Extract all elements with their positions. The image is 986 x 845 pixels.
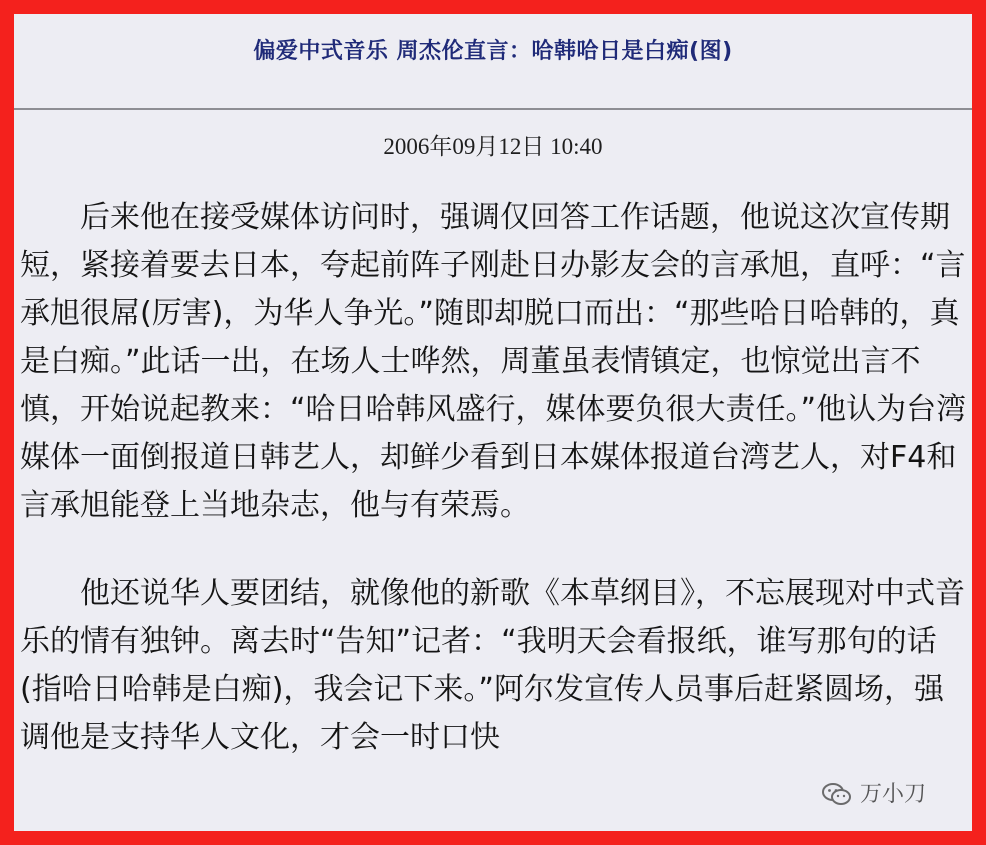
article-body bbox=[20, 194, 968, 762]
watermark bbox=[822, 781, 926, 809]
article-date: 2006年09月12日 10:40 bbox=[383, 134, 603, 159]
headline-divider bbox=[14, 108, 972, 110]
article-paragraph-2: 他还说华人要团结，就像他的新歌《本草纲目》，不忘展现对中式音乐的情有独钟。离去时“告知”记者：“我明天会看报纸，谁写那句的话(指哈日哈韩是白痴)，我会记下来。”阿尔发宣传人员事后赶紧圆场，强调他是支持华人文化，才会一时口快 bbox=[20, 576, 965, 755]
wechat-icon bbox=[822, 782, 852, 808]
watermark-text: 万小刀 bbox=[859, 782, 926, 807]
article-page bbox=[14, 14, 972, 831]
article-headline: 偏爱中式音乐 周杰伦直言：哈韩哈日是白痴(图) bbox=[253, 39, 733, 64]
article-paragraph-1: 后来他在接受媒体访问时，强调仅回答工作话题，他说这次宣传期短，紧接着要去日本，夸起前阵子刚赴日办影友会的言承旭，直呼：“言承旭很屌(厉害)，为华人争光。”随即却脱口而出：“那些哈日哈韩的，真是白痴。”此话一出，在场人士哗然，周董虽表情镇定，也惊觉出言不慎，开始说起教来：“哈日哈韩风盛行，媒体要负很大责任。”他认为台湾媒体一面倒报道日韩艺人，却鲜少看到日本媒体报道台湾艺人，对F4和言承旭能登上当地杂志，他与有荣焉。 bbox=[20, 200, 967, 523]
